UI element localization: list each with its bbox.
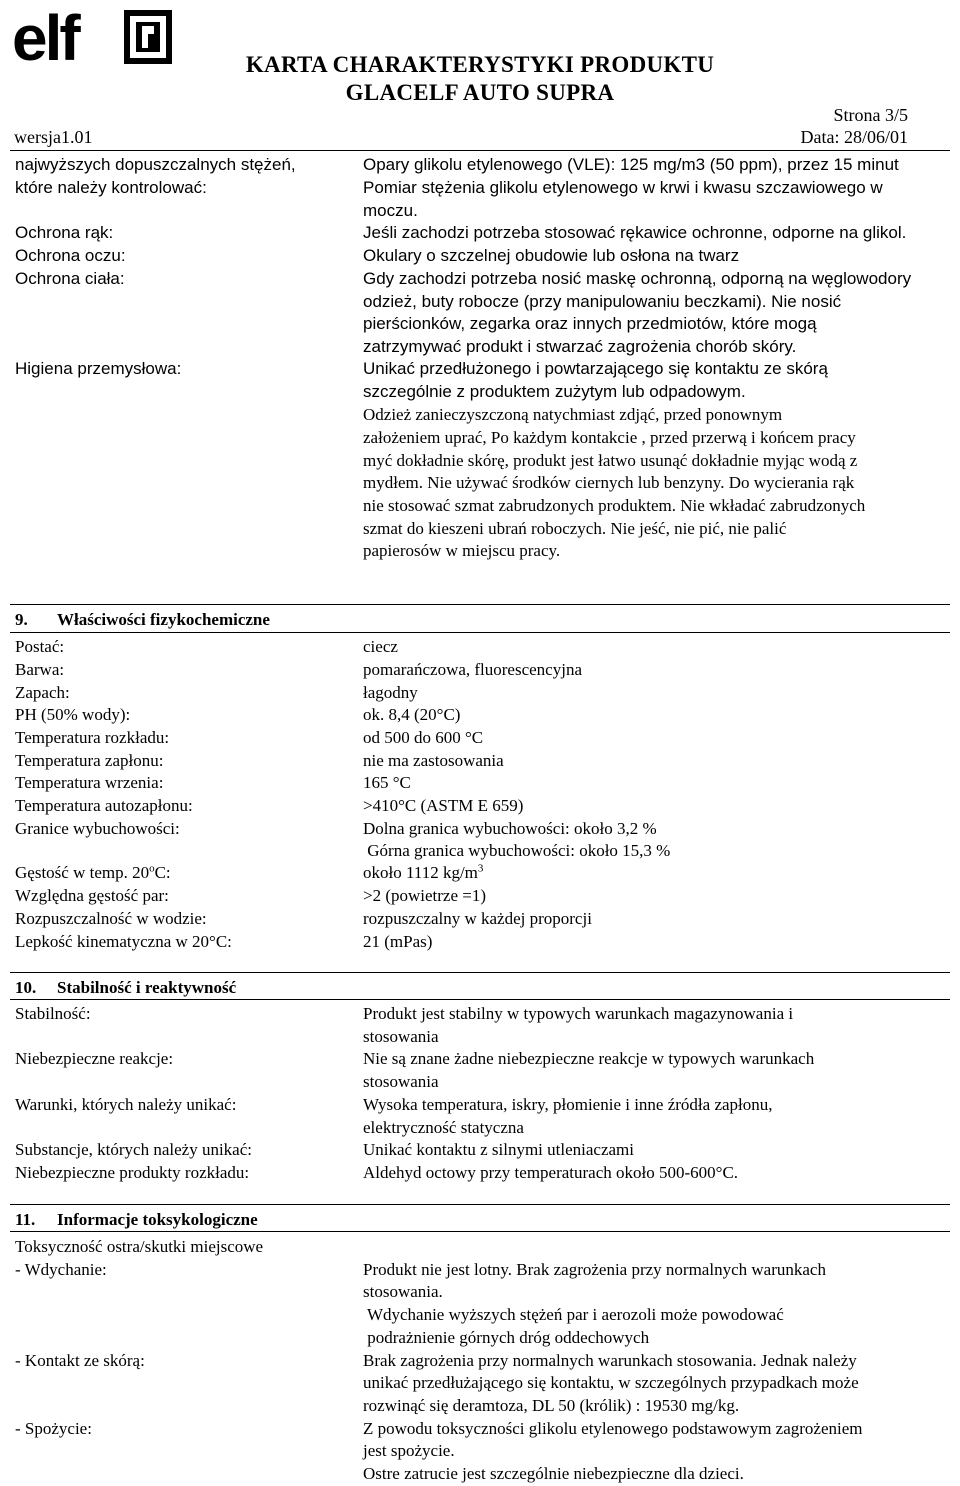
prop-value: rozpuszczalny w każdej proporcji: [363, 909, 592, 928]
prop-value: >2 (powietrze =1): [363, 886, 487, 905]
body-value-line2: odzież, buty robocze (przy manipulowaniu beczkami). Nie nosić: [363, 292, 842, 311]
prop-value: od 500 do 600 °C: [363, 728, 484, 747]
prop-label: Lepkość kinematyczna w 20°C:: [15, 932, 232, 951]
hygiene-value-line8: szmat do kieszeni ubrań roboczych. Nie jeść, nie pić, nie palić: [363, 519, 787, 538]
section11-title-rule: [10, 1231, 950, 1232]
section10-title: Stabilność i reaktywność: [57, 978, 237, 997]
prop-label: Temperatura wrzenia:: [15, 773, 164, 792]
decomposition-label: Niebezpieczne produkty rozkładu:: [15, 1163, 250, 1182]
stability-value-line1: Produkt jest stabilny w typowych warunkach magazynowania i: [363, 1004, 794, 1023]
hygiene-value-line3: Odzież zanieczyszczoną natychmiast zdjąć, przed ponownym: [363, 405, 783, 424]
hygiene-value-line6: mydłem. Nie używać środków ciernych lub benzyny. Do wycierania rąk: [363, 473, 855, 492]
prop-label: Rozpuszczalność w wodzie:: [15, 909, 207, 928]
skin-value-line1: Brak zagrożenia przy normalnych warunkach stosowania. Jednak należy: [363, 1351, 857, 1370]
prop-label: Temperatura rozkładu:: [15, 728, 170, 747]
skin-value-line2: unikać przedłużającego się kontaktu, w szczególnych przypadkach może: [363, 1373, 859, 1392]
density-label-unit: C:: [154, 863, 171, 882]
prop-label: Granice wybuchowości:: [15, 819, 180, 838]
header-divider: [10, 150, 950, 151]
body-value-line4: zatrzymywać produkt i stwarzać zagrożenia chorób skóry.: [363, 337, 797, 356]
inhalation-value-line3: Wdychanie wyższych stężeń par i aerozoli może powodować: [363, 1305, 784, 1324]
document-title: KARTA CHARAKTERYSTYKI PRODUKTU: [245, 52, 715, 77]
hygiene-value-line7: nie stosować szmat zabrudzonych produktem. Nie wkładać zabrudzonych: [363, 496, 866, 515]
prop-value: nie ma zastosowania: [363, 751, 504, 770]
limits-label-line1: najwyższych dopuszczalnych stężeń,: [15, 155, 296, 174]
prop-label: Temperatura zapłonu:: [15, 751, 164, 770]
logo-text: elf: [12, 2, 78, 72]
section10-heading: [15, 978, 236, 998]
hygiene-value-line2: szczególnie z produktem zużytym lub odpadowym.: [363, 382, 746, 401]
body-label: Ochrona ciała:: [15, 269, 125, 288]
limits-value-line2: Pomiar stężenia glikolu etylenowego w krwi i kwasu szczawiowego w: [363, 178, 883, 197]
prop-label: Względna gęstość par:: [15, 886, 169, 905]
hygiene-value-line5: myć dokładnie skórę, produkt jest łatwo usunąć dokładnie myjąc wodą z: [363, 451, 858, 470]
hygiene-value-line9: papierosów w miejscu pracy.: [363, 541, 561, 560]
limits-value-line1: Opary glikolu etylenowego (VLE): 125 mg/m3 (50 ppm), przez 15 minut: [363, 155, 899, 174]
inhalation-value-line4: podrażnienie górnych dróg oddechowych: [363, 1328, 650, 1347]
density-label: [15, 862, 171, 885]
stability-value-line2: stosowania: [363, 1027, 439, 1046]
hands-value: Jeśli zachodzi potrzeba stosować rękawice ochronne, odporne na glikol.: [363, 223, 907, 242]
reactions-value-line1: Nie są znane żadne niebezpieczne reakcje w typowych warunkach: [363, 1049, 815, 1068]
ingestion-label: - Spożycie:: [15, 1419, 92, 1438]
density-label-text: Gęstość w temp. 20: [15, 863, 150, 882]
conditions-value-line2: elektryczność statyczna: [363, 1118, 524, 1137]
prop-value: Dolna granica wybuchowości: około 3,2 %: [363, 819, 657, 838]
conditions-value-line1: Wysoka temperatura, iskry, płomienie i inne źródła zapłonu,: [363, 1095, 773, 1114]
skin-value-line3: rozwinąć się deramtoza, DL 50 (królik) : 19530 mg/kg.: [363, 1396, 740, 1415]
section11-top-rule: [10, 1204, 950, 1205]
version-label: wersja1.01: [14, 127, 93, 147]
ingestion-value-line2: jest spożycie.: [363, 1441, 455, 1460]
date-label: Data: 28/06/01: [800, 127, 908, 147]
skin-label: - Kontakt ze skórą:: [15, 1351, 145, 1370]
inhalation-value-line2: stosowania.: [363, 1282, 443, 1301]
prop-label: Barwa:: [15, 660, 65, 679]
section10-top-rule: [10, 972, 950, 973]
body-value-line3: pierścionków, zegarka oraz innych przedmiotów, które mogą: [363, 314, 817, 333]
substances-label: Substancje, których należy unikać:: [15, 1140, 252, 1159]
section9-title-rule: [10, 632, 950, 633]
hygiene-value-line4: założeniem uprać, Po każdym kontakcie , przed przerwą i końcem pracy: [363, 428, 856, 447]
prop-value: ok. 8,4 (20°C): [363, 705, 461, 724]
eyes-value: Okulary o szczelnej obudowie lub osłona na twarz: [363, 246, 740, 265]
body-value-line1: Gdy zachodzi potrzeba nosić maskę ochronną, odporną na węglowodory: [363, 269, 912, 288]
conditions-label: Warunki, których należy unikać:: [15, 1095, 237, 1114]
density-value-sup: 3: [477, 862, 484, 875]
section11-heading: [15, 1210, 258, 1230]
ingestion-value-line1: Z powodu toksyczności glikolu etylenowego podstawowym zagrożeniem: [363, 1419, 863, 1438]
section9-number: 9.: [15, 610, 28, 629]
decomposition-value: Aldehyd octowy przy temperaturach około 500-600°C.: [363, 1163, 739, 1182]
limits-label-line2: które należy kontrolować:: [15, 178, 207, 197]
prop-value: łagodny: [363, 683, 418, 702]
section9-title: Właściwości fizykochemiczne: [57, 610, 270, 629]
prop-label: Zapach:: [15, 683, 70, 702]
prop-label: Temperatura autozapłonu:: [15, 796, 193, 815]
acute-label: Toksyczność ostra/skutki miejscowe: [15, 1237, 264, 1256]
reactions-label: Niebezpieczne reakcje:: [15, 1049, 174, 1068]
prop-label: Postać:: [15, 637, 65, 656]
density-value-text: około 1112 kg/m: [363, 863, 478, 882]
page-number: Strona 3/5: [833, 105, 908, 125]
reactions-value-line2: stosowania: [363, 1072, 439, 1091]
prop-value: >410°C (ASTM E 659): [363, 796, 524, 815]
prop-value: Górna granica wybuchowości: około 15,3 %: [363, 841, 671, 860]
ingestion-value-line3: Ostre zatrucie jest szczególnie niebezpieczne dla dzieci.: [363, 1464, 744, 1483]
prop-value: ciecz: [363, 637, 398, 656]
inhalation-label: - Wdychanie:: [15, 1260, 107, 1279]
hygiene-label: Higiena przemysłowa:: [15, 359, 182, 378]
inhalation-value-line1: Produkt nie jest lotny. Brak zagrożenia przy normalnych warunkach: [363, 1260, 826, 1279]
section11-number: 11.: [15, 1210, 36, 1229]
section11-title: Informacje toksykologiczne: [57, 1210, 258, 1229]
stability-label: Stabilność:: [15, 1004, 91, 1023]
section9-heading: [15, 610, 270, 630]
eyes-label: Ochrona oczu:: [15, 246, 126, 265]
density-label-sup: o: [149, 862, 155, 875]
density-value: [363, 862, 483, 885]
prop-value: 21 (mPas): [363, 932, 433, 951]
substances-value: Unikać kontaktu z silnymi utleniaczami: [363, 1140, 634, 1159]
prop-value: pomarańczowa, fluorescencyjna: [363, 660, 582, 679]
prop-label: PH (50% wody):: [15, 705, 131, 724]
product-name: GLACELF AUTO SUPRA: [345, 80, 615, 105]
limits-value-line3: moczu.: [363, 201, 418, 220]
hands-label: Ochrona rąk:: [15, 223, 114, 242]
hygiene-value-line1: Unikać przedłużonego i powtarzającego się kontaktu ze skórą: [363, 359, 828, 378]
section10-title-rule: [10, 999, 950, 1000]
prop-value: 165 °C: [363, 773, 411, 792]
section9-top-rule: [10, 604, 950, 605]
section10-number: 10.: [15, 978, 37, 997]
